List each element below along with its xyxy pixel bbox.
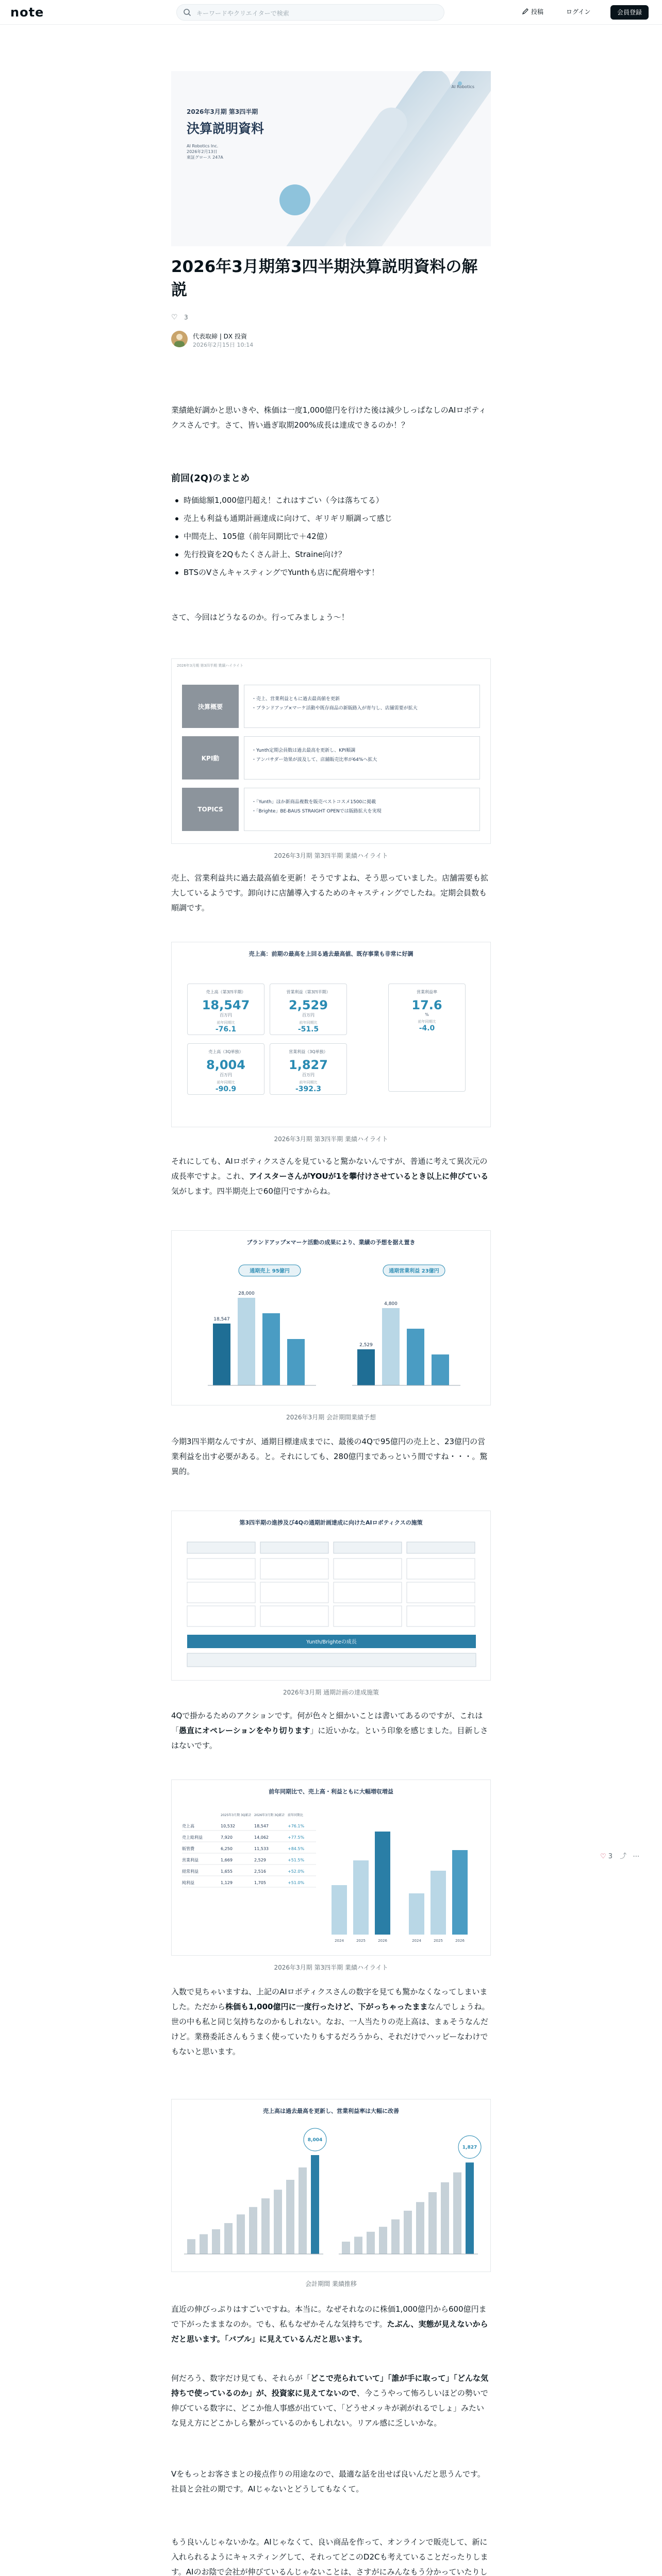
result-bar-label: 2026	[455, 1939, 465, 1943]
kpi-label: 営業利益率	[417, 990, 437, 994]
kpi-growth: -76.1	[215, 1025, 237, 1033]
emphasis: 愚直にオペレーションをやり切ります	[179, 1726, 310, 1735]
trend-bar	[428, 2192, 437, 2254]
result-bar-label: 2024	[412, 1939, 421, 1943]
text: 4Qで掛かるためのアクションです。何が色々と細かいことは書いてあるのですが、これは「	[171, 1711, 483, 1735]
list-item: 時価総額1,000億円超え！これはすごい（今は落ちてる）	[171, 492, 491, 510]
table-cell: +84.5%	[288, 1846, 305, 1851]
kpi-label: 営業利益（第3四半期）	[286, 990, 330, 994]
table-cell: 純利益	[182, 1880, 194, 1885]
result-bar	[375, 1832, 390, 1935]
hero-line: 2026年2月13日	[187, 149, 218, 154]
table-cell: 18,547	[254, 1824, 269, 1828]
kpi-value: 2,529	[289, 998, 328, 1012]
trend-bar	[379, 2227, 387, 2254]
trend-bar	[212, 2229, 220, 2254]
table-cell: 1,669	[221, 1858, 233, 1862]
kpi-card	[187, 984, 264, 1035]
plan-header	[334, 1542, 402, 1553]
paragraph: Vをもっとお客さまとの接点作りの用途なので、最適な話を出せば良いんだと思うんです。社員と会社の期です。AIじゃないとどうしてもなくて。	[171, 2469, 485, 2494]
highlight-item: ・「Brighte」BE-BAUS STRAIGHT OPENでは販路拡大を実現	[252, 809, 382, 814]
publish-date: 2026年2月15日 10:14	[193, 342, 254, 348]
figure-action-plan	[171, 1511, 491, 1681]
figure-header: 2026年3月期 第3四半期 業績ハイライト	[177, 664, 243, 668]
search-placeholder: キーワードやクリエイターで検索	[196, 10, 289, 17]
highlight-item: ・「Yunth」ほか新商品複数を販売ベストコスメ1500に掲載	[252, 800, 376, 805]
figure-kpi	[171, 942, 491, 1127]
emphasis: どこで売られていて」「誰が手に取って」「どんな気持ちで使っているのか」が、投資家に見えてないので	[171, 2374, 489, 2398]
result-bar	[409, 1893, 424, 1935]
table-cell: +51.0%	[288, 1880, 305, 1885]
forecast-bar	[382, 1308, 400, 1385]
post-button[interactable]	[522, 7, 543, 16]
forecast-badge-label: 通期売上 95億円	[250, 1268, 290, 1274]
kpi-growth-label: 前年同期比	[217, 1080, 235, 1084]
highlight-box	[244, 788, 480, 831]
kpi-unit: 百万円	[302, 1013, 315, 1018]
trend-callout-value: 1,827	[462, 2145, 477, 2150]
paragraph: 売上、営業利益共に過去最高値を更新！そうですよね、そう思っていました。店舗需要も拡大しているようです。卸向けに店舗導入するためのキャスティングでしたね。定期会員数も順調です。	[171, 873, 489, 912]
figure-title: 売上高は過去最高を更新し、営業利益率は大幅に改善	[263, 2108, 399, 2114]
figure-caption: 2026年3月期 第3四半期 業績ハイライト	[274, 852, 388, 859]
highlight-label: KPI動	[182, 736, 239, 779]
trend-bar	[299, 2167, 307, 2254]
plan-footer	[187, 1653, 476, 1667]
figure-caption: 2026年3月期 会計期間業績予想	[286, 1414, 376, 1421]
kpi-growth-label: 前年同期比	[299, 1080, 318, 1084]
signup-button[interactable]: 会員登録	[610, 5, 649, 20]
forecast-bar	[213, 1324, 230, 1385]
highlight-item: ・売上、営業利益ともに過去最高値を更新	[252, 697, 340, 702]
list-item: 先行投資を2Qもたくさん計上、Straine向け？	[171, 546, 491, 564]
forecast-bar	[432, 1354, 449, 1385]
hero-lines	[187, 143, 223, 160]
figure-title: ブランドアップ×マーケ活動の成果により、業績の予想を据え置き	[246, 1239, 416, 1246]
text: 入数で見ちゃいますね、上記のAIロボティクスさんの数字を見ても驚かなくなってしまいました。ただから	[171, 1987, 488, 2011]
trend-bar	[224, 2223, 233, 2254]
kpi-unit: 百万円	[302, 1073, 315, 1077]
forecast-bar	[407, 1329, 424, 1385]
table-cell: +76.1%	[288, 1824, 305, 1828]
top-bar	[0, 0, 662, 25]
side-like-count: 3	[608, 1853, 613, 1860]
plan-header	[260, 1542, 328, 1553]
table-cell: 売上総利益	[182, 1835, 203, 1840]
lead-out: さて、今回はどうなるのか。行ってみましょう〜！	[171, 613, 349, 622]
table-cell: 7,920	[221, 1835, 233, 1840]
plan-cell	[407, 1558, 475, 1579]
intro-paragraph: 業績絶好調かと思いきや、株価は一度1,000億円を行けた後は減少しっぱなしのAIロボティクスさんです。さて、皆い過ぎ取期200%成長は達成できるのか！？	[171, 405, 487, 430]
kpi-value: 1,827	[289, 1058, 328, 1072]
plan-header	[187, 1542, 255, 1553]
table-cell: 営業利益	[182, 1858, 198, 1862]
trend-bar	[391, 2219, 400, 2254]
plan-cell	[187, 1606, 255, 1626]
kpi-growth: -392.3	[295, 1085, 322, 1093]
figure-title: 売上高：前期の最高を上回る過去最高値、既存事業も非常に好調	[249, 951, 413, 957]
kpi-value: 18,547	[202, 998, 250, 1012]
figure-forecast	[171, 1230, 491, 1405]
list-item: 売上も利益も通期計画達成に向けて、ギリギリ順調って感じ	[171, 510, 491, 528]
results-chart	[172, 1780, 491, 1956]
hero-title: 決算説明資料	[187, 121, 264, 136]
table-cell: +51.5%	[288, 1858, 305, 1862]
paragraph	[171, 1154, 491, 1199]
table-cell: 売上高	[182, 1824, 194, 1828]
list-item: 中間売上、105億（前年同期比で＋42億）	[171, 528, 491, 546]
table-cell: 経常利益	[182, 1869, 198, 1874]
emphasis: 株価も1,000億円に一度行ったけど、下がっちゃったまま	[225, 2002, 428, 2011]
plan-cell	[187, 1582, 255, 1603]
note-logo[interactable]: note	[10, 5, 44, 20]
kpi-card	[270, 984, 347, 1035]
heart-icon[interactable]: ♡	[600, 1853, 606, 1860]
result-bar	[452, 1850, 468, 1935]
login-link[interactable]: ログイン	[566, 8, 591, 15]
table-cell: 2,516	[254, 1869, 266, 1874]
plan-cell	[187, 1558, 255, 1579]
hero-corp: AI Robotics	[451, 84, 474, 89]
trend-bar	[354, 2236, 362, 2254]
forecast-bar	[287, 1339, 305, 1385]
hero-line: AI Robotics Inc.	[187, 144, 219, 148]
trend-bar	[237, 2214, 245, 2254]
plan-cell	[407, 1582, 475, 1603]
forecast-bar	[357, 1349, 375, 1385]
figure-caption: 2026年3月期 第3四半期 業績ハイライト	[274, 1964, 388, 1971]
author-name[interactable]: 代表取締 | DX 投資	[193, 333, 247, 340]
trend-bar	[367, 2232, 375, 2254]
plan-header	[407, 1542, 475, 1553]
trend-bar	[342, 2242, 350, 2254]
trend-bar	[311, 2155, 319, 2254]
pen-icon	[522, 8, 529, 15]
forecast-value: 2,529	[359, 1343, 373, 1348]
plan-cell	[260, 1582, 328, 1603]
side-actions	[600, 1851, 639, 1860]
figure-results-table	[171, 1780, 491, 1956]
trend-bar	[187, 2239, 195, 2254]
hero-line: 東証グロース 247A	[187, 155, 223, 160]
forecast-value: 18,547	[213, 1317, 230, 1322]
figure-title: 第3四半期の進捗及び4Qの通期計画達成に向けたAIロボティクスの施策	[239, 1519, 423, 1526]
hero-image	[171, 71, 491, 246]
trend-bar	[286, 2180, 294, 2254]
table-header: 前年同期比	[288, 1814, 304, 1817]
paragraph: もう良いんじゃないかな。AIじゃなくて、良い商品を作って、オンラインで販売して、新に入れられるようにキャスティングして、それってどこのD2Cも考えていることだったりします。AIのお陰で会社が伸びているんじゃないことは、さすがにみんなもう分かっていたりし	[171, 2537, 488, 2576]
article-title: 2026年3月期第3四半期決算説明資料の解説	[171, 258, 478, 299]
list-item: BTSのVさんキャスティングでYunthも店に配荷増やす！	[171, 564, 491, 582]
figure-caption: 2026年3月期 通期計画の達成施策	[283, 1689, 379, 1696]
paragraph	[171, 1708, 491, 1753]
result-bar-label: 2026	[378, 1939, 387, 1943]
result-bar-label: 2025	[434, 1939, 443, 1943]
result-bar-label: 2025	[356, 1939, 366, 1943]
highlight-item: ・ブランドアップ×マーケ活動や既存商品の新販路入が寄与し、店舗需要が拡大	[252, 706, 418, 711]
kpi-label: 売上高（第3四半期）	[206, 990, 246, 994]
text: なんでしょうね。世の中も私と同じ気持ちなのかもしれない。なお、一人当たりの売上高は、まぁそうなんだけど。業務委託さんもうまく使っていたりもするだろうから、それだけでハッピーなわけでもないと思います。	[171, 2002, 490, 2056]
plan-banner-label: Yunth/Brighteの成長	[306, 1639, 357, 1645]
plan-cell	[334, 1582, 402, 1603]
text: 気がします。四半期売上で60億円ですからね。	[171, 1187, 335, 1196]
table-cell: 10,532	[221, 1824, 235, 1828]
emphasis: たぶん、実態が見えないからだと思います。「バブル」に見えているんだと思います。	[171, 2319, 488, 2344]
forecast-chart	[172, 1231, 491, 1405]
plan-cell	[407, 1606, 475, 1626]
figure-highlight	[171, 658, 491, 844]
kpi-growth: -51.5	[297, 1025, 319, 1033]
search-icon	[183, 8, 191, 16]
text: それにしても、AIロボティクスさんを見ていると驚かないんですが、普通に考えて異次元の成長率ですよ。これ、	[171, 1157, 488, 1181]
result-bar-label: 2024	[335, 1939, 344, 1943]
trend-callout-value: 8,004	[307, 2138, 323, 2143]
highlight-label: 決算概要	[182, 685, 239, 728]
forecast-value: 4,800	[384, 1301, 398, 1307]
forecast-value: 28,000	[238, 1291, 255, 1296]
post-label: 投稿	[531, 8, 544, 15]
table-cell: 1,655	[221, 1869, 233, 1874]
plan-cell	[260, 1558, 328, 1579]
highlight-item: ・Yunth定期会員数は過去最高を更新し、KPI順調	[252, 748, 356, 753]
trend-bar	[274, 2190, 282, 2254]
text: 直近の伸びっぷりはすごいですね。本当に。なぜそれなのに株価1,000億円から600億円まで下がったままなのか。でも、私もなぜかそんな気持ちです。	[171, 2304, 487, 2329]
table-cell: 2,529	[254, 1858, 266, 1862]
figure-caption: 会計期間 業績推移	[305, 2280, 357, 2287]
highlight-box	[244, 736, 480, 779]
forecast-badge-label: 通期営業利益 23億円	[389, 1268, 439, 1274]
figure-caption: 2026年3月期 第3四半期 業績ハイライト	[274, 1136, 388, 1143]
emphasis: アイスターさんがYOUが1を攀付けさせているとき以上に伸びている	[249, 1172, 489, 1181]
result-bar	[431, 1871, 446, 1935]
text: 、今こうやって怖ろしいほどの勢いで伸びている数字に、どこか他人事感が出ていて、「どうせメッキが剥がれるでしょ」みたいな見え方にどこかしら繋がっているのかもしれない。リアル感に乏しいかな。	[171, 2388, 488, 2428]
paragraph: 今期3四半期なんですが、通期目標達成までに、最後の4Qで95億円の売上と、23億円の営業利益を出す必要がある。と。それにしても、280億円まであっという間ですね・・・。驚異的。	[171, 1437, 488, 1476]
table-cell: +77.5%	[288, 1835, 305, 1840]
kpi-card	[270, 1043, 347, 1095]
kpi-card	[187, 1043, 264, 1095]
trend-bar	[441, 2182, 449, 2254]
plan-cell	[334, 1606, 402, 1626]
trend-chart	[172, 2099, 491, 2272]
table-cell: 1,129	[221, 1880, 233, 1885]
trend-bar	[466, 2162, 474, 2254]
plan-cell	[334, 1558, 402, 1579]
avatar[interactable]	[171, 331, 188, 347]
plan-cell	[260, 1606, 328, 1626]
trend-bar	[404, 2211, 412, 2254]
table-cell: 11,533	[254, 1846, 269, 1851]
hero-tag: 2026年3月期 第3四半期	[187, 108, 258, 115]
more-icon[interactable]: ⋯	[633, 1853, 640, 1860]
table-header: 2026年3月期 3Q累計	[254, 1814, 285, 1817]
figure-title: 前年同期比で、売上高・利益ともに大幅増収増益	[269, 1788, 393, 1795]
kpi-label: 売上高（3Q単独）	[208, 1049, 243, 1054]
kpi-unit: %	[425, 1012, 429, 1017]
trend-bar	[261, 2198, 270, 2254]
article-actions	[171, 313, 188, 321]
share-icon[interactable]: ⤴	[620, 1853, 627, 1860]
highlight-item: ・アンバサダー効果が波及して、店舗販売比率が64%へ拡大	[252, 757, 377, 762]
table-header: 2025年3月期 3Q累計	[221, 1814, 252, 1817]
kpi-growth: -4.0	[419, 1024, 435, 1032]
result-bar	[332, 1885, 347, 1935]
kpi-value: 17.6	[411, 998, 442, 1012]
table-cell: +52.0%	[288, 1869, 305, 1874]
text: 何だろう、数字だけ見ても、それらが「	[171, 2374, 311, 2383]
trend-bar	[200, 2234, 208, 2254]
kpi-card	[388, 984, 466, 1092]
table-cell: 販管費	[182, 1846, 194, 1851]
heart-icon[interactable]: ♡	[171, 313, 178, 321]
action-plan-diagram	[172, 1511, 491, 1681]
like-count: 3	[184, 314, 188, 321]
paragraph	[171, 2302, 491, 2347]
text: 」に近いかな。という印象を感じました。目新しさはないです。	[171, 1726, 488, 1750]
section-heading: 前回(2Q)のまとめ	[171, 473, 250, 484]
highlight-box	[244, 685, 480, 728]
paragraph	[171, 2371, 491, 2431]
trend-bar	[249, 2207, 257, 2254]
table-cell: 6,250	[221, 1846, 233, 1851]
forecast-bar	[262, 1313, 280, 1385]
paragraph	[171, 1985, 491, 2059]
forecast-bar	[238, 1298, 255, 1385]
search-bar[interactable]	[176, 4, 444, 21]
kpi-label: 営業利益（3Q単独）	[289, 1049, 328, 1054]
figure-trend	[171, 2099, 491, 2272]
trend-bar	[453, 2173, 461, 2254]
kpi-value: 8,004	[206, 1058, 245, 1072]
kpi-growth: -90.9	[215, 1085, 237, 1093]
table-cell: 14,062	[254, 1835, 269, 1840]
trend-bar	[416, 2202, 424, 2254]
highlight-label: TOPICS	[182, 788, 239, 831]
table-cell: 1,705	[254, 1880, 266, 1885]
summary-list	[171, 492, 491, 582]
kpi-unit: 百万円	[220, 1073, 232, 1077]
kpi-growth-label: 前年同期比	[418, 1020, 436, 1024]
kpi-growth-label: 前年同期比	[299, 1021, 318, 1025]
kpi-unit: 百万円	[220, 1013, 232, 1018]
kpi-growth-label: 前年同期比	[217, 1021, 235, 1025]
result-bar	[353, 1860, 369, 1935]
